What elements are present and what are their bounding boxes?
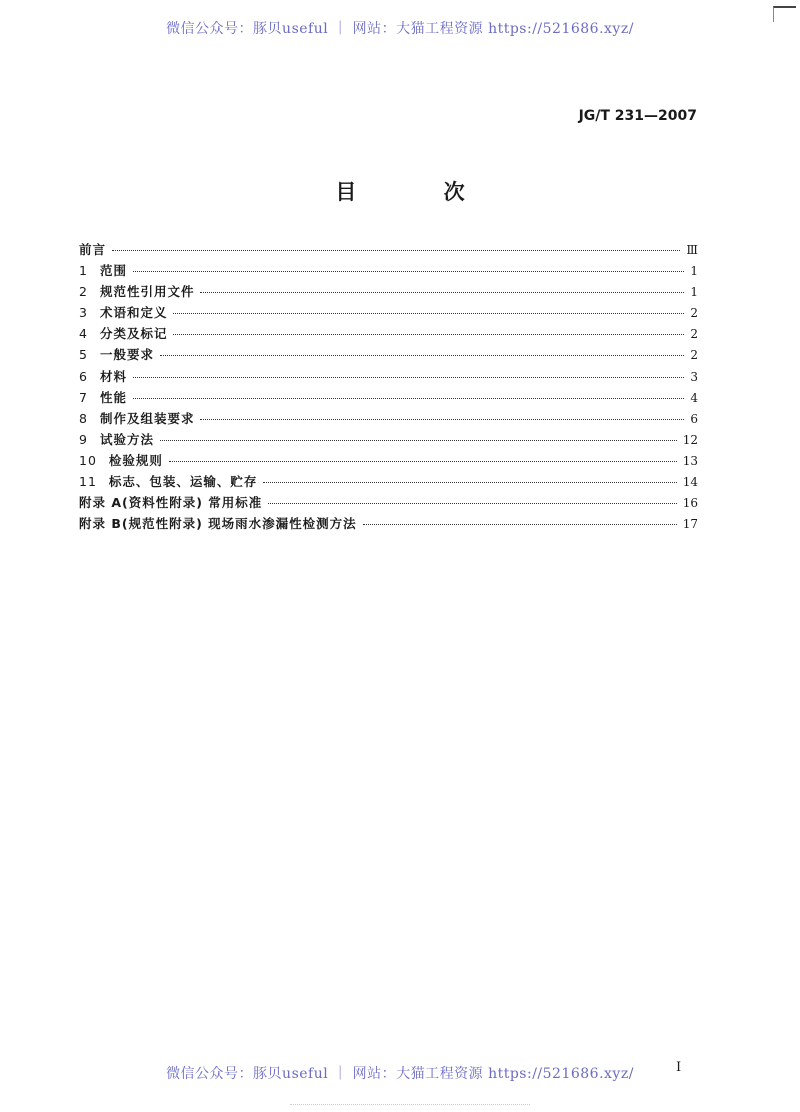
toc-entry-label (79, 261, 127, 279)
watermark-bottom: 微信公众号：豚贝useful ｜ 网站：大猫工程资源 https://521686.xyz/ (166, 1066, 634, 1082)
toc-entry[interactable] (79, 493, 698, 514)
watermark-top: 微信公众号：豚贝useful ｜ 网站：大猫工程资源 https://521686.xyz/ (166, 21, 634, 37)
toc-leader-dots (268, 503, 676, 504)
toc-entry[interactable] (79, 261, 698, 282)
toc-entry-label (79, 388, 127, 406)
toc-leader-dots (133, 377, 684, 378)
toc-entry[interactable] (79, 367, 698, 388)
toc-entry[interactable] (79, 451, 698, 472)
faint-footer-line (290, 1104, 530, 1111)
toc-entry[interactable] (79, 345, 698, 366)
toc-leader-dots (363, 524, 677, 525)
toc-entry-page: 17 (682, 517, 698, 532)
corner-mark (773, 6, 796, 22)
toc-entry[interactable] (79, 472, 698, 493)
toc-entry-text: 术语和定义 (99, 305, 168, 321)
toc-entry-number: 2 (79, 284, 88, 300)
toc-entry-page: 6 (690, 411, 698, 426)
toc-entry-page: 3 (690, 369, 698, 384)
toc-entry-text: 前言 (79, 242, 107, 257)
toc-title: 目 次 (335, 180, 505, 204)
toc-entry-page: 12 (682, 432, 698, 447)
toc-leader-dots (169, 461, 677, 462)
toc-entry-page: 2 (690, 306, 698, 321)
toc-entry-page: 14 (682, 475, 698, 490)
toc-entry-label (79, 409, 194, 427)
toc-entry-page: 13 (682, 453, 698, 468)
page-number: I (676, 1060, 682, 1075)
toc-leader-dots (133, 398, 684, 399)
toc-entry-text: 标志、包装、运输、贮存 (108, 474, 258, 490)
toc-leader-dots (133, 271, 684, 272)
toc-entry-number: 9 (79, 431, 88, 447)
toc-leader-dots (200, 292, 684, 293)
toc-leader-dots (200, 419, 684, 420)
toc-entry-number: 1 (79, 263, 88, 279)
toc-entry-number: 4 (79, 326, 88, 342)
toc-leader-dots (160, 355, 684, 356)
toc-entry-text: 制作及组装要求 (99, 410, 195, 426)
toc-entry-label (79, 472, 257, 490)
toc-entry-text: 试验方法 (99, 431, 154, 447)
toc-leader-dots (160, 440, 677, 441)
toc-entry-label (79, 430, 154, 448)
toc-leader-dots (112, 250, 680, 251)
standard-code: JG/T 231—2007 (578, 108, 697, 124)
toc-entry-text: 范围 (99, 263, 127, 279)
toc-entry-label (79, 345, 154, 363)
toc-leader-dots (173, 334, 684, 335)
toc-entry-page: 1 (690, 285, 698, 300)
toc-entry-text: 材料 (99, 368, 127, 384)
toc-entry-text: 规范性引用文件 (99, 284, 195, 300)
toc-entry-number: 11 (79, 474, 97, 490)
toc-entry[interactable] (79, 388, 698, 409)
toc-entry-text: 附录 B(规范性附录) 现场雨水渗漏性检测方法 (79, 516, 357, 532)
toc-entry-text: 分类及标记 (99, 326, 168, 342)
toc-entry-text: 一般要求 (99, 347, 154, 363)
toc-entry-label (79, 324, 167, 342)
toc-entry[interactable] (79, 324, 698, 345)
toc-entry[interactable] (79, 514, 698, 535)
toc-leader-dots (263, 482, 676, 483)
toc-entry-page: Ⅲ (686, 243, 698, 257)
toc-entry[interactable] (79, 240, 698, 261)
toc-entry-page: 1 (690, 264, 698, 279)
toc-entry[interactable] (79, 430, 698, 451)
toc-entry-page: 16 (682, 496, 698, 511)
toc-entry-text: 附录 A(资料性附录) 常用标准 (79, 495, 263, 511)
toc-entry-label (79, 367, 127, 385)
toc-entry-label (79, 303, 167, 321)
toc-entry-number: 8 (79, 410, 88, 426)
toc-entry-label (79, 514, 357, 532)
toc-entry[interactable] (79, 409, 698, 430)
toc-entry-number: 3 (79, 305, 88, 321)
toc-entry-page: 2 (690, 327, 698, 342)
toc-entry-label (79, 240, 106, 258)
toc-entry-number: 6 (79, 368, 88, 384)
toc-entry-number: 10 (79, 452, 97, 468)
toc-entry[interactable] (79, 282, 698, 303)
toc-leader-dots (173, 313, 684, 314)
toc-entry-number: 5 (79, 347, 88, 363)
table-of-contents (79, 240, 698, 535)
toc-entry-page: 4 (690, 390, 698, 405)
toc-entry-page: 2 (690, 348, 698, 363)
toc-entry-label (79, 493, 262, 511)
toc-entry[interactable] (79, 303, 698, 324)
toc-entry-number: 7 (79, 389, 88, 405)
toc-entry-label (79, 282, 194, 300)
toc-entry-text: 性能 (99, 389, 127, 405)
toc-entry-label (79, 451, 163, 469)
toc-entry-text: 检验规则 (108, 452, 163, 468)
